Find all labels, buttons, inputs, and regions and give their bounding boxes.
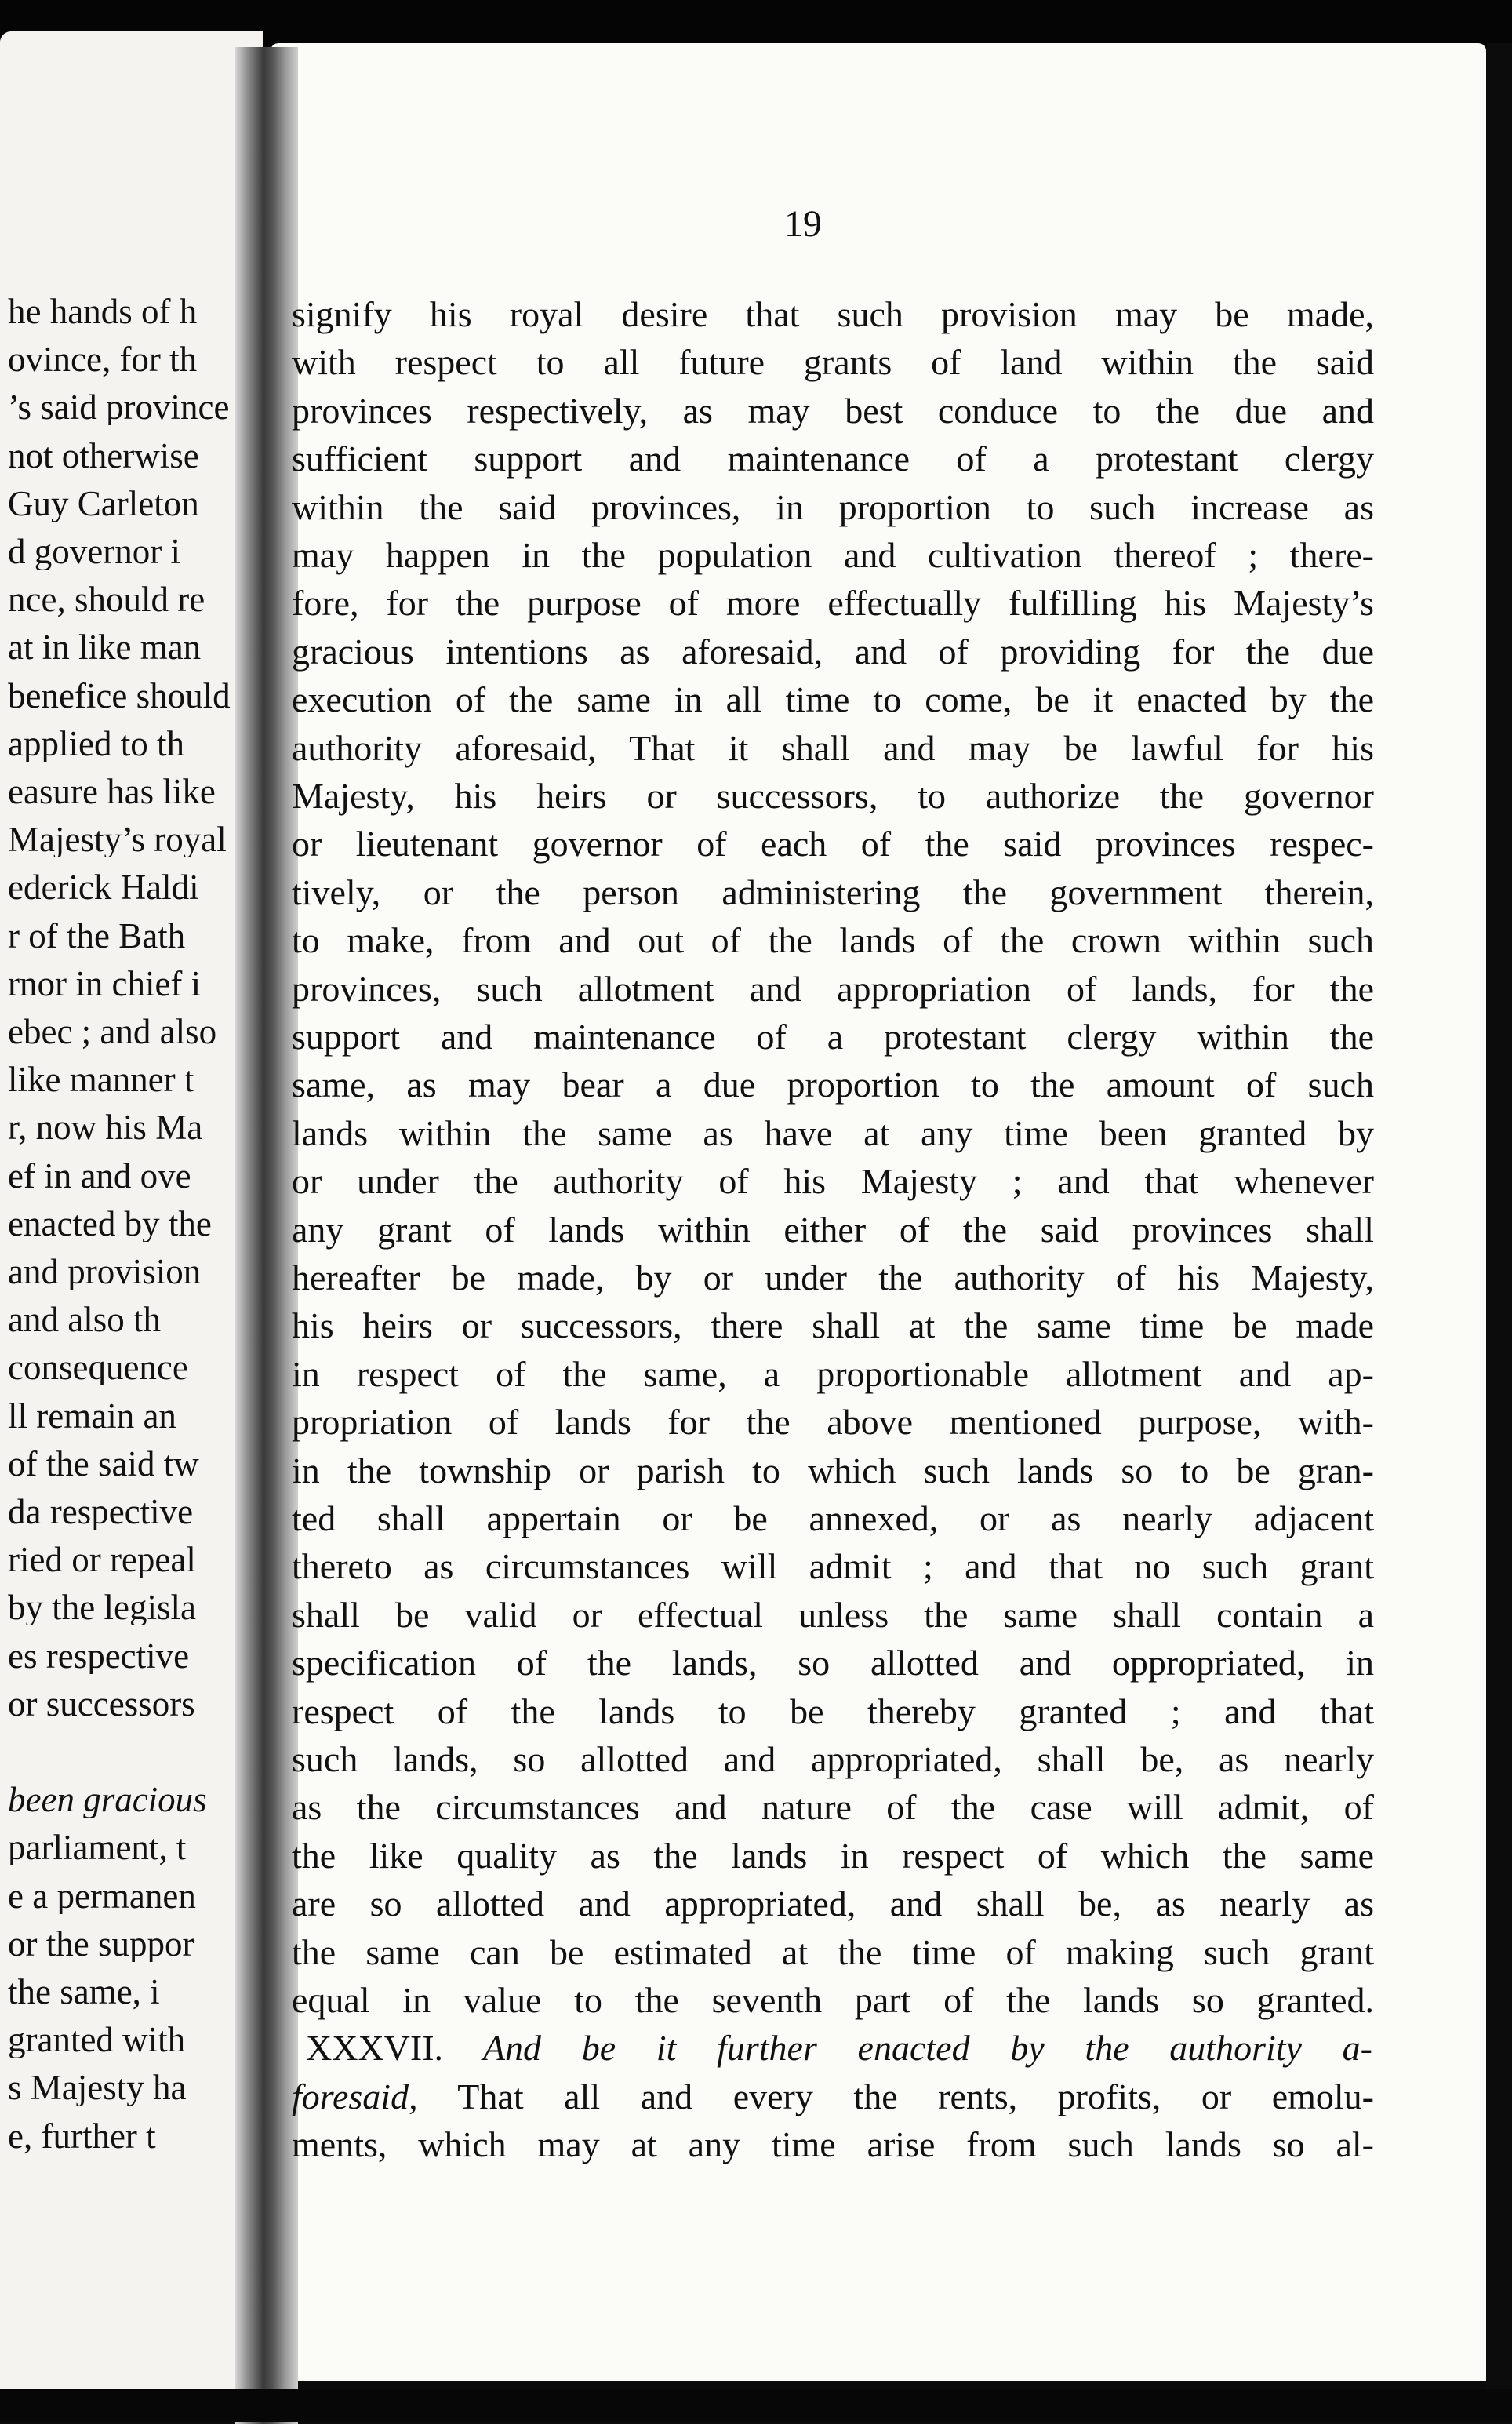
left-page-line: or successors xyxy=(8,1686,195,1722)
left-page-line: e a permanen xyxy=(8,1878,196,1914)
left-page-line: of the said tw xyxy=(8,1446,199,1482)
right-page-line-text: That all and every the rents, profits, or emolu- xyxy=(417,2076,1374,2116)
section-number: XXXVII. xyxy=(306,2028,444,2069)
right-page-line: or lieutenant governor of each of the said provinces respec- xyxy=(292,824,1374,864)
left-page-line: r of the Bath xyxy=(8,918,186,954)
right-page-line: fore, for the purpose of more effectually fulfilling his Majesty’s xyxy=(292,583,1374,624)
left-page-line: ederick Haldi xyxy=(8,870,199,906)
right-page-line: propriation of lands for the above mentioned purpose, with- xyxy=(292,1402,1374,1443)
enacting-clause: And be it further enacted by the authority a- xyxy=(443,2028,1372,2069)
right-page-line: tively, or the person administering the government therein, xyxy=(292,872,1374,912)
right-page-line: provinces, such allotment and appropriation of lands, for the xyxy=(292,968,1374,1009)
right-page-line: thereto as circumstances will admit ; and that no such grant xyxy=(292,1546,1374,1587)
left-page-line: by the legisla xyxy=(8,1590,196,1626)
left-page-line: like manner t xyxy=(8,1062,194,1098)
scan-right-border xyxy=(1486,43,1512,2422)
left-page-line: ef in and ove xyxy=(8,1158,191,1194)
right-page-line: the same can be estimated at the time of making such grant xyxy=(292,1931,1374,1972)
left-page-line: ’s said province xyxy=(8,390,230,426)
right-page-line: authority aforesaid, That it shall and may be lawful for his xyxy=(292,727,1374,768)
left-page-line: es respective xyxy=(8,1638,190,1674)
page-number: 19 xyxy=(784,203,822,245)
left-page-line: the same, i xyxy=(8,1975,160,2010)
right-page-line: hereafter be made, by or under the authority of his Majesty, xyxy=(292,1257,1374,1298)
right-page-line: lands within the same as have at any time been granted by xyxy=(292,1112,1374,1153)
left-page-line: applied to th xyxy=(8,726,184,762)
left-page-line: da respective xyxy=(8,1494,194,1530)
right-page-line: his heirs or successors, there shall at the same time be made xyxy=(292,1305,1374,1346)
left-page-line: enacted by the xyxy=(8,1206,212,1242)
left-page-line: consequence xyxy=(8,1350,188,1386)
right-page-line: equal in value to the seventh part of the lands so granted. xyxy=(292,1980,1374,2020)
left-page-line: not otherwise xyxy=(8,438,199,474)
right-page-line: within the said provinces, in proportion to such increase as xyxy=(292,486,1374,527)
right-page-line: provinces respectively, as may best conduce to the due and xyxy=(292,390,1374,431)
right-page-line: same, as may bear a due proportion to the amount of such xyxy=(292,1065,1374,1105)
left-page-line: been gracious xyxy=(8,1782,207,1818)
right-page-line: respect of the lands to be thereby granted ; and that xyxy=(292,1691,1374,1731)
left-page-line: Guy Carleton xyxy=(8,486,199,522)
left-page-line: rnor in chief i xyxy=(8,966,202,1002)
left-page-line: easure has like xyxy=(8,774,216,810)
left-page-line: ried or repeal xyxy=(8,1542,196,1578)
left-page-line: d governor i xyxy=(8,534,180,570)
left-page-line: and also th xyxy=(8,1302,161,1338)
scan-bottom-border xyxy=(0,2389,1512,2422)
left-page-line: e, further t xyxy=(8,2118,156,2154)
left-page-line: r, now his Ma xyxy=(8,1110,203,1146)
left-page-line: or the suppor xyxy=(8,1926,194,1962)
left-page-line: he hands of h xyxy=(8,294,198,329)
right-page-line: support and maintenance of a protestant clergy within the xyxy=(292,1017,1374,1057)
left-page-line: ebec ; and also xyxy=(8,1014,217,1050)
left-page-line: and provision xyxy=(8,1254,202,1290)
right-page-line: sufficient support and maintenance of a protestant clergy xyxy=(292,439,1374,479)
right-page-line: signify his royal desire that such provision may be made, xyxy=(292,294,1374,334)
left-page-line: parliament, t xyxy=(8,1830,187,1866)
right-page-line xyxy=(306,2028,1372,2069)
right-page-line: any grant of lands within either of the said provinces shall xyxy=(292,1209,1374,1250)
left-page-line: benefice should xyxy=(8,678,231,714)
right-page-line: ted shall appertain or be annexed, or as nearly adjacent xyxy=(292,1498,1374,1538)
right-page-line: Majesty, his heirs or successors, to authorize the governor xyxy=(292,776,1374,816)
right-page-line: as the circumstances and nature of the case will admit, of xyxy=(292,1787,1374,1828)
left-page-line: nce, should re xyxy=(8,582,205,618)
left-page-line: s Majesty ha xyxy=(8,2070,187,2106)
right-page-line: in the township or parish to which such lands so to be gran- xyxy=(292,1450,1374,1490)
right-page-line: execution of the same in all time to come, be it enacted by the xyxy=(292,679,1374,720)
right-page-line: or under the authority of his Majesty ; and that whenever xyxy=(292,1161,1374,1202)
left-page-line: granted with xyxy=(8,2022,186,2058)
left-page-line: Majesty’s royal xyxy=(8,822,227,858)
left-page-line: ll remain an xyxy=(8,1398,176,1434)
right-page-line xyxy=(292,2076,1374,2116)
right-page-line: specification of the lands, so allotted and oppropriated, in xyxy=(292,1643,1374,1683)
right-page-line: to make, from and out of the lands of the crown within such xyxy=(292,920,1374,961)
right-page-line: such lands, so allotted and appropriated, shall be, as nearly xyxy=(292,1739,1374,1779)
left-page-line: ovince, for th xyxy=(8,342,198,378)
right-page-line: gracious intentions as aforesaid, and of providing for the due xyxy=(292,631,1374,672)
right-page-line: may happen in the population and cultivation thereof ; there- xyxy=(292,535,1374,575)
right-page-line: the like quality as the lands in respect of which the same xyxy=(292,1835,1374,1876)
right-page-line: are so allotted and appropriated, and shall be, as nearly as xyxy=(292,1884,1374,1924)
right-page-line: with respect to all future grants of land within the said xyxy=(292,342,1374,383)
right-page-line: in respect of the same, a proportionable allotment and ap- xyxy=(292,1353,1374,1394)
left-page-line: at in like man xyxy=(8,630,202,666)
book-gutter xyxy=(235,47,298,2424)
right-page-line: shall be valid or effectual unless the same shall contain a xyxy=(292,1594,1374,1635)
enacting-clause-continued: foresaid, xyxy=(292,2076,418,2116)
right-page-line: ments, which may at any time arise from such lands so al- xyxy=(292,2124,1374,2165)
